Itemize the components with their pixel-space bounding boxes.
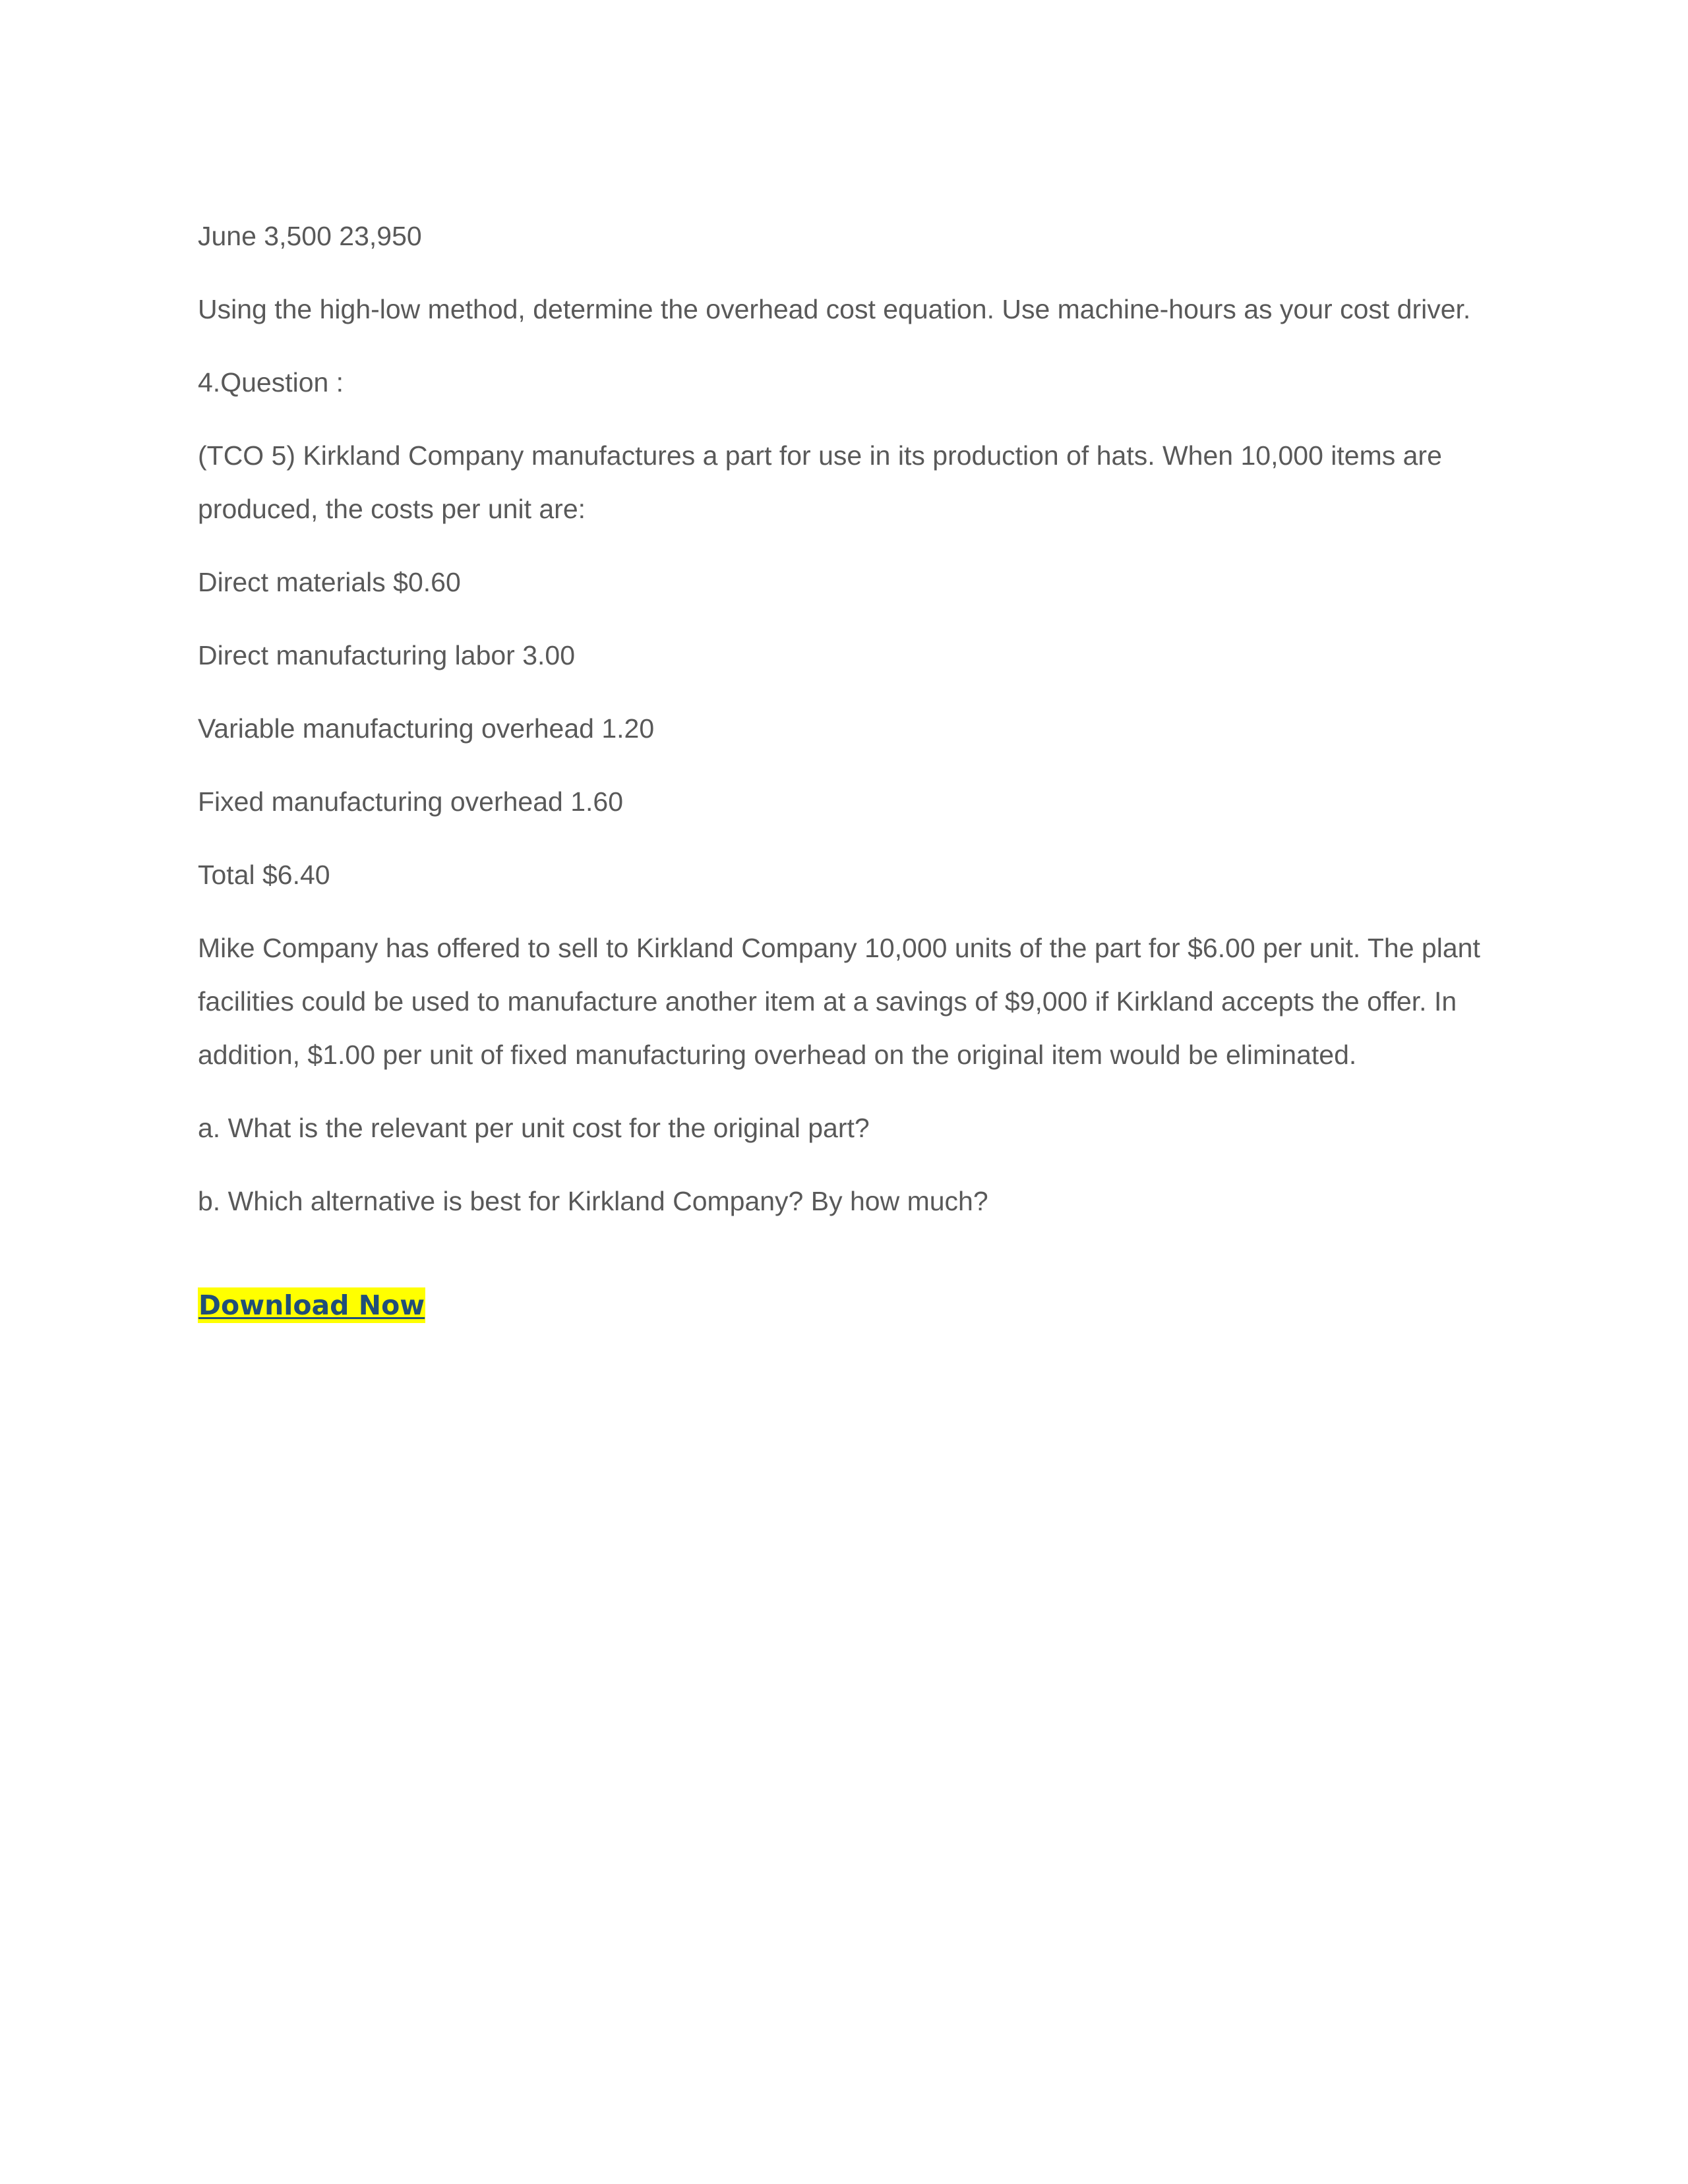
- cost-line-total: Total $6.40: [198, 860, 330, 890]
- paragraph-high-low-instruction: Using the high-low method, determine the overhead cost equation. Use machine-hours as your cost driver.: [198, 294, 1471, 324]
- cost-line-direct-materials: Direct materials $0.60: [198, 567, 461, 597]
- question-part-b: b. Which alternative is best for Kirkland Company? By how much?: [198, 1186, 988, 1216]
- download-section: [198, 1287, 1497, 1323]
- paragraph-tco5-intro: (TCO 5) Kirkland Company manufactures a part for use in its production of hats. When 10,000 items are produced, the costs per unit are:: [198, 440, 1442, 524]
- paragraph-mike-company-offer: Mike Company has offered to sell to Kirkland Company 10,000 units of the part for $6.00 per unit. The plant facilities could be used to manufacture another item at a savings of $9,000 if Kirkland accepts the offer. In addition, $1.00 per unit of fixed manufacturing overhead on the original item would be eliminated.: [198, 933, 1480, 1070]
- document-body: [198, 210, 1497, 1323]
- download-now-link[interactable]: Download Now: [198, 1287, 425, 1323]
- question-heading: 4.Question :: [198, 367, 344, 398]
- cost-line-fixed-overhead: Fixed manufacturing overhead 1.60: [198, 786, 624, 817]
- question-part-a: a. What is the relevant per unit cost for the original part?: [198, 1113, 870, 1143]
- cost-line-variable-overhead: Variable manufacturing overhead 1.20: [198, 713, 655, 744]
- paragraph-june-data: June 3,500 23,950: [198, 221, 422, 251]
- cost-line-direct-labor: Direct manufacturing labor 3.00: [198, 640, 576, 670]
